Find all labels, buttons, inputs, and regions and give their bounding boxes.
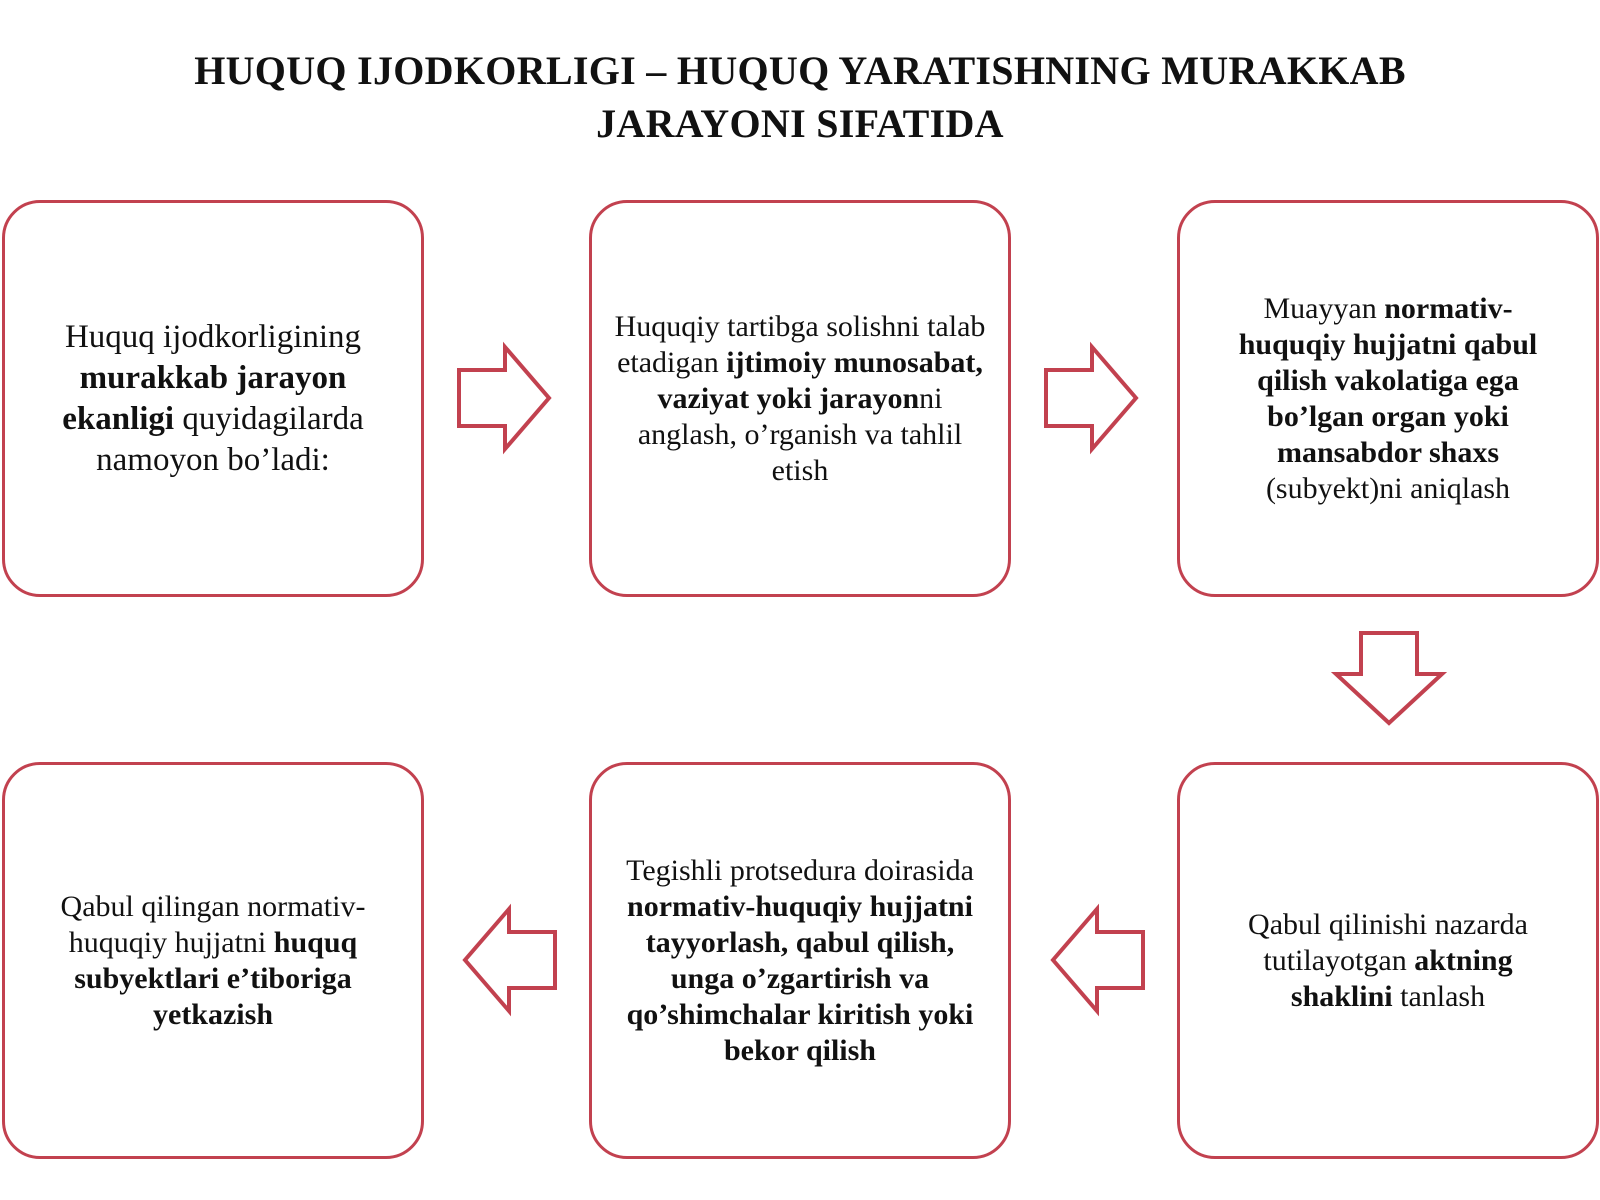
arrow-left-2 bbox=[461, 907, 557, 1013]
arrow-right-2-shape bbox=[1046, 347, 1136, 449]
box-intro bbox=[2, 200, 424, 597]
bold-phrase: ijtimoiy munosabat, vaziyat yoki jarayon bbox=[657, 345, 983, 415]
box-step-1-text bbox=[614, 309, 986, 489]
arrow-right-2 bbox=[1044, 345, 1140, 451]
bold-phrase: normativ-huquqiy hujjatni qabul qilish vakolatiga ega bo’lgan organ yoki mansabdor shaxs bbox=[1238, 291, 1538, 469]
bold-phrase: murakkab jarayon ekanligi bbox=[62, 359, 347, 437]
text-run: Muayyan bbox=[1263, 291, 1385, 325]
bold-phrase: huquq subyektlari e’tiboriga yetkazish bbox=[74, 925, 358, 1031]
text-run: (subyekt)ni aniqlash bbox=[1265, 471, 1511, 505]
bold-phrase: normativ-huquqiy hujjatni tayyorlash, qabul qilish, unga o’zgartirish va qo’shimchalar kiritish yoki bekor qilish bbox=[626, 889, 974, 1067]
box-step-1 bbox=[589, 200, 1011, 597]
text-run: Qabul qilinishi nazarda tutilayotgan bbox=[1248, 907, 1528, 977]
box-step-3 bbox=[1177, 762, 1599, 1159]
text-run: ni anglash, o’rganish va tahlil etish bbox=[637, 381, 963, 487]
box-step-3-text bbox=[1218, 907, 1558, 1015]
box-step-5-text bbox=[40, 889, 386, 1033]
arrow-left-2-shape bbox=[465, 909, 555, 1011]
title-line-1: HUQUQ IJODKORLIGI – HUQUQ YARATISHNING MURAKKAB bbox=[194, 48, 1406, 93]
text-run: Huquq ijodkorligining bbox=[64, 318, 362, 355]
page-title bbox=[60, 44, 1540, 150]
box-intro-text bbox=[33, 317, 393, 481]
arrow-down bbox=[1334, 631, 1444, 725]
box-step-4-text bbox=[620, 853, 980, 1069]
text-run: Huquqiy tartibga solishni talab etadigan bbox=[614, 309, 986, 379]
text-run: Qabul qilingan normativ-huquqiy hujjatni bbox=[60, 889, 366, 959]
title-line-2: JARAYONI SIFATIDA bbox=[596, 101, 1004, 146]
box-step-2-text bbox=[1215, 291, 1561, 507]
text-run: Tegishli protsedura doirasida bbox=[626, 853, 974, 887]
text-run: tanlash bbox=[1392, 979, 1486, 1013]
box-step-5 bbox=[2, 762, 424, 1159]
text-run: quyidagilarda namoyon bo’ladi: bbox=[96, 400, 364, 478]
arrow-down-shape bbox=[1336, 633, 1442, 723]
arrow-left-1 bbox=[1049, 907, 1145, 1013]
arrow-right-1 bbox=[457, 345, 553, 451]
arrow-left-1-shape bbox=[1053, 909, 1143, 1011]
arrow-right-1-shape bbox=[459, 347, 549, 449]
box-step-4 bbox=[589, 762, 1011, 1159]
bold-phrase: aktning shaklini bbox=[1290, 943, 1513, 1013]
box-step-2 bbox=[1177, 200, 1599, 597]
